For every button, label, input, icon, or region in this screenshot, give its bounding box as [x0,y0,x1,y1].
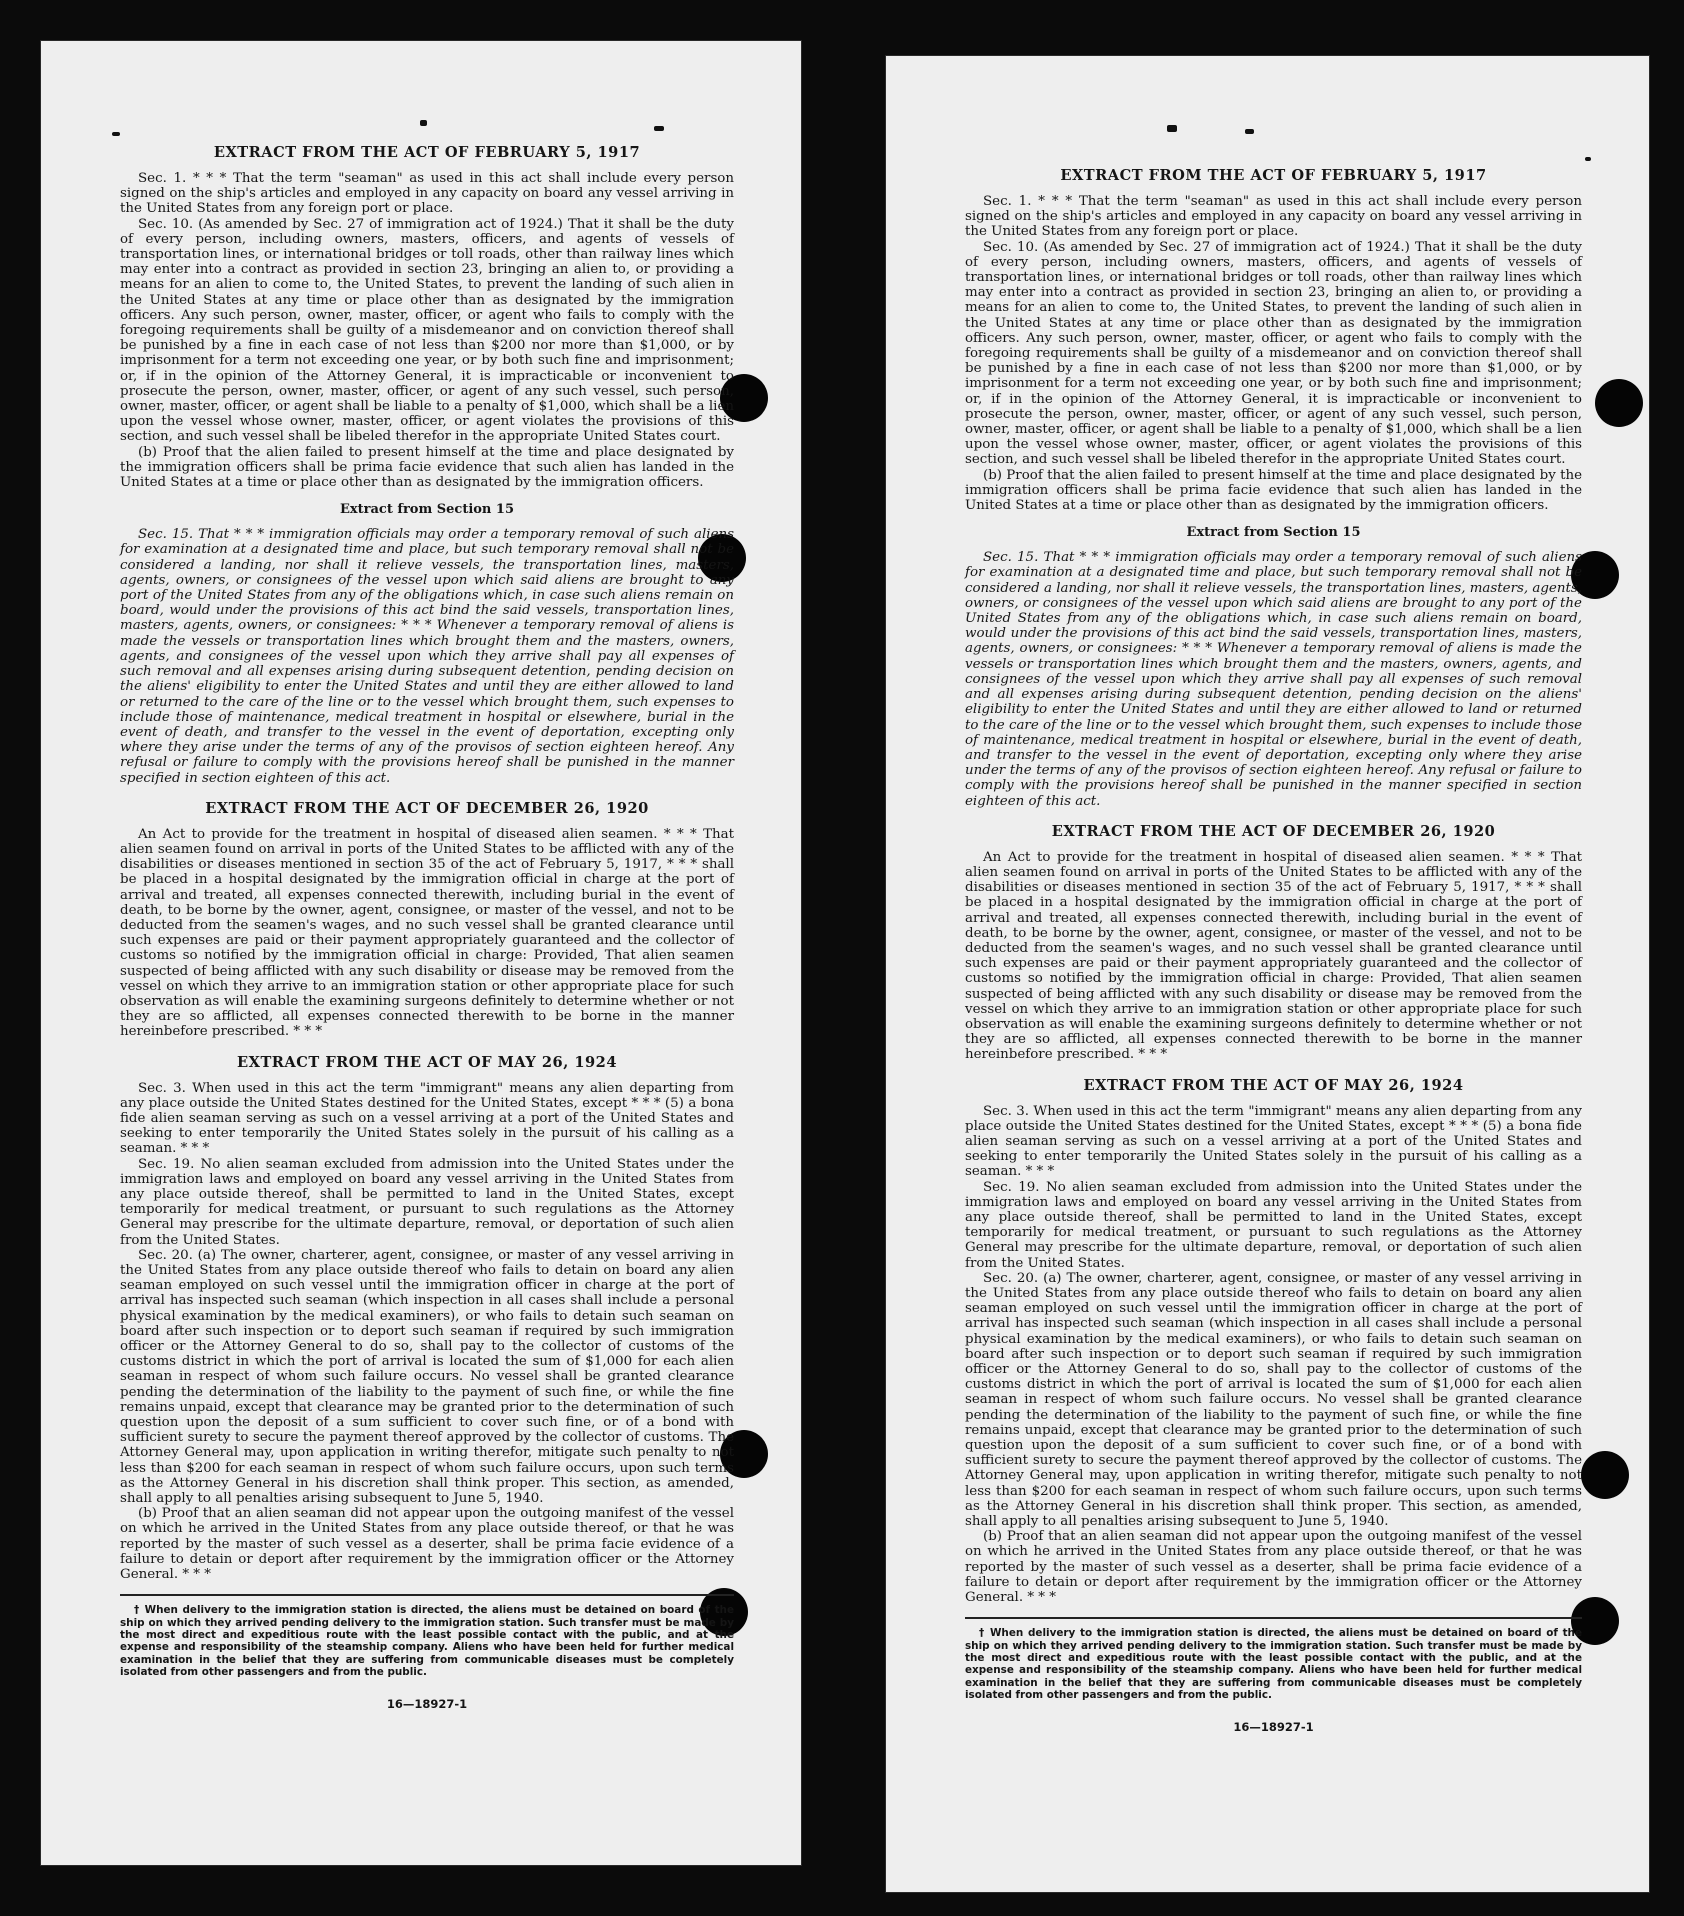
ink-speck [1167,125,1177,132]
section-20b-text: (b) Proof that an alien seaman did not appear upon the outgoing manifest of the vessel on which he arrived in the United States from any place outside thereof, or that he was reported by the master of such vessel as a deserter, shall be prima facie evidence of a failure to detain or deport after requirement by the immigration officer or the Attorney General. * * * [965,1529,1582,1606]
act-1920-text: An Act to provide for the treatment in hospital of diseased alien seamen. * * * That alien seamen found on arrival in ports of the United States to be afflicted with any of the disabilities or diseases mentioned in section 35 of the act of February 5, 1917, * * * shall be placed in a hospital designated by the immigration official in charge at the port of arrival and treated, all expenses connected therewith, including burial in the event of death, to be borne by the owner, agent, consignee, or master of the vessel, and not to be deducted from the seamen's wages, and no such vessel shall be granted clearance until such expenses are paid or their payment appropriately guaranteed and the collector of customs so notified by the immigration official in charge: Provided, That alien seamen suspected of being afflicted with any such disability or disease may be removed from the vessel on which they arrive to an immigration station or other appropriate place for such observation as will enable the examining surgeons definitely to determine whether or not they are so afflicted, all expenses connected therewith to be borne in the manner hereinbefore prescribed. * * * [965,849,1582,1063]
section-15-text: Sec. 15. That * * * immigration officials may order a temporary removal of such aliens for examination at a designated time and place, but such temporary removal shall not be considered a landing, nor shall it relieve vessels, the transportation lines, masters, agents, owners, or consignees of the vessel upon which said aliens are brought to any port of the United States from any of the obligations which, in case such aliens remain on board, would under the provisions of this act bind the said vessels, transportation lines, masters, agents, owners, or consignees: * * * Whenever a temporary removal of aliens is made the vessels or transportation lines which brought them and the masters, owners, agents, and consignees of the vessel upon which they arrive shall pay all expenses of such removal and all expenses arising during subsequent detention, pending decision on the aliens' eligibility to enter the United States and until they are either allowed to land or returned to the care of the line or to the vessel which brought them, such expenses to include those of maintenance, medical treatment in hospital or elsewhere, burial in the event of death, and transfer to the vessel in the event of deportation, excepting only where they arise under the terms of any of the provisos of section eighteen hereof. Any refusal or failure to comply with the provisions hereof shall be punished in the manner specified in section eighteen of this act. [120,527,734,786]
section-3-text: Sec. 3. When used in this act the term "immigrant" means any alien departing from any place outside the United States destined for the United States, except * * * (5) a bona fide alien seaman serving as such on a vessel arriving at a port of the United States and seeking to enter temporarily the United States solely in the pursuit of his calling as a seaman. * * * [120,1080,734,1157]
section-10b-text: (b) Proof that the alien failed to present himself at the time and place designated by the immigration officers shall be prima facie evidence that such alien has landed in the United States at a time or place other than as designated by the immigration officers. [120,444,734,491]
form-number: 16—18927-1 [1233,1719,1314,1734]
section-15-text: Sec. 15. That * * * immigration officials may order a temporary removal of such aliens for examination at a designated time and place, but such temporary removal shall not be considered a landing, nor shall it relieve vessels, the transportation lines, masters, agents, owners, or consignees of the vessel upon which said aliens are brought to any port of the United States from any of the obligations which, in case such aliens remain on board, would under the provisions of this act bind the said vessels, transportation lines, masters, agents, owners, or consignees: * * * Whenever a temporary removal of aliens is made the vessels or transportation lines which brought them and the masters, owners, agents, and consignees of the vessel upon which they arrive shall pay all expenses of such removal and all expenses arising during subsequent detention, pending decision on the aliens' eligibility to enter the United States and until they are either allowed to land or returned to the care of the line or to the vessel which brought them, such expenses to include those of maintenance, medical treatment in hospital or elsewhere, burial in the event of death, and transfer to the vessel in the event of deportation, excepting only where they arise under the terms of any of the provisos of section eighteen hereof. Any refusal or failure to comply with the provisions hereof shall be punished in the manner specified in section eighteen of this act. [965,550,1582,809]
heading-act-1920: EXTRACT FROM THE ACT OF DECEMBER 26, 1920 [205,799,649,817]
ink-speck [1245,129,1254,134]
section-20b-text: (b) Proof that an alien seaman did not appear upon the outgoing manifest of the vessel on which he arrived in the United States from any place outside thereof, or that he was reported by the master of such vessel as a deserter, shall be prima facie evidence of a failure to detain or deport after requirement by the immigration officer or the Attorney General. * * * [120,1506,734,1583]
ink-speck [1585,157,1591,161]
document-page-left [40,40,802,1866]
document-page-right [885,55,1650,1893]
heading-section-15: Extract from Section 15 [339,502,515,518]
footnote-text: † When delivery to the immigration station is directed, the aliens must be detained on board of the ship on which they arrived pending delivery to the immigration station. Such transfer must be made by the most direct and expeditious route with the least possible contact with the public, and at the expense and responsibility of the steamship company. Aliens who have been held for further medical examination in the belief that they are suffering from communicable diseases must be completely isolated from other passengers and from the public. [120,1604,734,1679]
section-10-text: Sec. 10. (As amended by Sec. 27 of immigration act of 1924.) That it shall be the duty of every person, including owners, masters, officers, and agents of vessels of transportation lines, or international bridges or toll roads, other than railway lines which may enter into a contract as provided in section 23, bringing an alien to, or providing a means for an alien to come to, the United States, to prevent the landing of such alien in the United States at any time or place other than as designated by the immigration officers. Any such person, owner, master, officer, or agent who fails to comply with the foregoing requirements shall be guilty of a misdemeanor and on conviction thereof shall be punished by a fine in each case of not less than $200 nor more than $1,000, or by imprisonment for a term not exceeding one year, or by both such fine and imprisonment; or, if in the opinion of the Attorney General, it is impracticable or inconvenient to prosecute the person, owner, master, officer, or agent of any such vessel, such person, owner, master, officer, or agent shall be liable to a penalty of $1,000, which shall be a lien upon the vessel whose owner, master, officer, or agent violates the provisions of this section, and such vessel shall be libeled therefor in the appropriate United States court. [965,239,1582,468]
footnote-divider [120,1594,734,1596]
heading-act-1917: EXTRACT FROM THE ACT OF FEBRUARY 5, 1917 [1060,167,1487,184]
heading-act-1924: EXTRACT FROM THE ACT OF MAY 26, 1924 [237,1053,617,1071]
section-20a-text: Sec. 20. (a) The owner, charterer, agent, consignee, or master of any vessel arriving in the United States from any place outside thereof who fails to detain on board any alien seaman employed on such vessel until the immigration officer in charge at the port of arrival has inspected such seaman (which inspection in all cases shall include a personal physical examination by the medical examiners), or who fails to detain such seaman on board after such inspection or to deport such seaman if required by such immigration officer or the Attorney General to do so, shall pay to the collector of customs of the customs district in which the port of arrival is located the sum of $1,000 for each alien seaman in respect of whom such failure occurs. No vessel shall be granted clearance pending the determination of the liability to the payment of such fine, or while the fine remains unpaid, except that clearance may be granted prior to the determination of such question upon the deposit of a sum sufficient to cover such fine, or of a bond with sufficient surety to secure the payment thereof approved by the collector of customs. The Attorney General may, upon application in writing therefor, mitigate such penalty to not less than $200 for each seaman in respect of whom such failure occurs, upon such terms as the Attorney General in his discretion shall think proper. This section, as amended, shall apply to all penalties arising subsequent to June 5, 1940. [965,1270,1582,1530]
form-number: 16—18927-1 [386,1696,468,1711]
punch-hole [1595,379,1643,427]
heading-act-1924: EXTRACT FROM THE ACT OF MAY 26, 1924 [1083,1076,1464,1094]
section-10b-text: (b) Proof that the alien failed to present himself at the time and place designated by the immigration officers shall be prima facie evidence that such alien has landed in the United States at a time or place other than as designated by the immigration officers. [965,467,1582,514]
heading-act-1920: EXTRACT FROM THE ACT OF DECEMBER 26, 1920 [1051,822,1496,840]
section-1-text: Sec. 1. * * * That the term "seaman" as used in this act shall include every person signed on the ship's articles and employed in any capacity on board any vessel arriving in the United States from any foreign port or place. [965,194,1582,240]
punch-hole [1581,1451,1629,1499]
footnote-divider [965,1617,1582,1619]
section-3-text: Sec. 3. When used in this act the term "immigrant" means any alien departing from any place outside the United States destined for the United States, except * * * (5) a bona fide alien seaman serving as such on a vessel arriving at a port of the United States and seeking to enter temporarily the United States solely in the pursuit of his calling as a seaman. * * * [965,1103,1582,1180]
heading-section-15: Extract from Section 15 [1186,525,1361,541]
text-column [120,130,734,1711]
heading-act-1917: EXTRACT FROM THE ACT OF FEBRUARY 5, 1917 [213,144,641,161]
section-1-text: Sec. 1. * * * That the term "seaman" as used in this act shall include every person signed on the ship's articles and employed in any capacity on board any vessel arriving in the United States from any foreign port or place. [120,171,734,217]
section-19-text: Sec. 19. No alien seaman excluded from admission into the United States under the immigration laws and employed on board any vessel arriving in the United States from any place outside thereof, shall be permitted to land in the United States, except temporarily for medical treatment, or pursuant to such regulations as the Attorney General may prescribe for the ultimate departure, removal, or deportation of such alien from the United States. [965,1179,1582,1271]
ink-speck [112,132,120,136]
section-20a-text: Sec. 20. (a) The owner, charterer, agent, consignee, or master of any vessel arriving in the United States from any place outside thereof who fails to detain on board any alien seaman employed on such vessel until the immigration officer in charge at the port of arrival has inspected such seaman (which inspection in all cases shall include a personal physical examination by the medical examiners), or who fails to detain such seaman on board after such inspection or to deport such seaman if required by such immigration officer or the Attorney General to do so, shall pay to the collector of customs of the customs district in which the port of arrival is located the sum of $1,000 for each alien seaman in respect of whom such failure occurs. No vessel shall be granted clearance pending the determination of the liability to the payment of such fine, or while the fine remains unpaid, except that clearance may be granted prior to the determination of such question upon the deposit of a sum sufficient to cover such fine, or of a bond with sufficient surety to secure the payment thereof approved by the collector of customs. The Attorney General may, upon application in writing therefor, mitigate such penalty to not less than $200 for each seaman in respect of whom such failure occurs, upon such terms as the Attorney General in his discretion shall think proper. This section, as amended, shall apply to all penalties arising subsequent to June 5, 1940. [120,1247,734,1507]
text-column [965,153,1582,1734]
section-10-text: Sec. 10. (As amended by Sec. 27 of immigration act of 1924.) That it shall be the duty of every person, including owners, masters, officers, and agents of vessels of transportation lines, or international bridges or toll roads, other than railway lines which may enter into a contract as provided in section 23, bringing an alien to, or providing a means for an alien to come to, the United States, to prevent the landing of such alien in the United States at any time or place other than as designated by the immigration officers. Any such person, owner, master, officer, or agent who fails to comply with the foregoing requirements shall be guilty of a misdemeanor and on conviction thereof shall be punished by a fine in each case of not less than $200 nor more than $1,000, or by imprisonment for a term not exceeding one year, or by both such fine and imprisonment; or, if in the opinion of the Attorney General, it is impracticable or inconvenient to prosecute the person, owner, master, officer, or agent of any such vessel, such person, owner, master, officer, or agent shall be liable to a penalty of $1,000, which shall be a lien upon the vessel whose owner, master, officer, or agent violates the provisions of this section, and such vessel shall be libeled therefor in the appropriate United States court. [120,216,734,445]
act-1920-text: An Act to provide for the treatment in hospital of diseased alien seamen. * * * That alien seamen found on arrival in ports of the United States to be afflicted with any of the disabilities or diseases mentioned in section 35 of the act of February 5, 1917, * * * shall be placed in a hospital designated by the immigration official in charge at the port of arrival and treated, all expenses connected therewith, including burial in the event of death, to be borne by the owner, agent, consignee, or master of the vessel, and not to be deducted from the seamen's wages, and no such vessel shall be granted clearance until such expenses are paid or their payment appropriately guaranteed and the collector of customs so notified by the immigration official in charge: Provided, That alien seamen suspected of being afflicted with any such disability or disease may be removed from the vessel on which they arrive to an immigration station or other appropriate place for such observation as will enable the examining surgeons definitely to determine whether or not they are so afflicted, all expenses connected therewith to be borne in the manner hereinbefore prescribed. * * * [120,826,734,1040]
ink-speck [420,120,427,126]
footnote-text: † When delivery to the immigration station is directed, the aliens must be detained on board of the ship on which they arrived pending delivery to the immigration station. Such transfer must be made by the most direct and expeditious route with the least possible contact with the public, and at the expense and responsibility of the steamship company. Aliens who have been held for further medical examination in the belief that they are suffering from communicable diseases must be completely isolated from other passengers and from the public. [965,1627,1582,1702]
section-19-text: Sec. 19. No alien seaman excluded from admission into the United States under the immigration laws and employed on board any vessel arriving in the United States from any place outside thereof, shall be permitted to land in the United States, except temporarily for medical treatment, or pursuant to such regulations as the Attorney General may prescribe for the ultimate departure, removal, or deportation of such alien from the United States. [120,1156,734,1248]
